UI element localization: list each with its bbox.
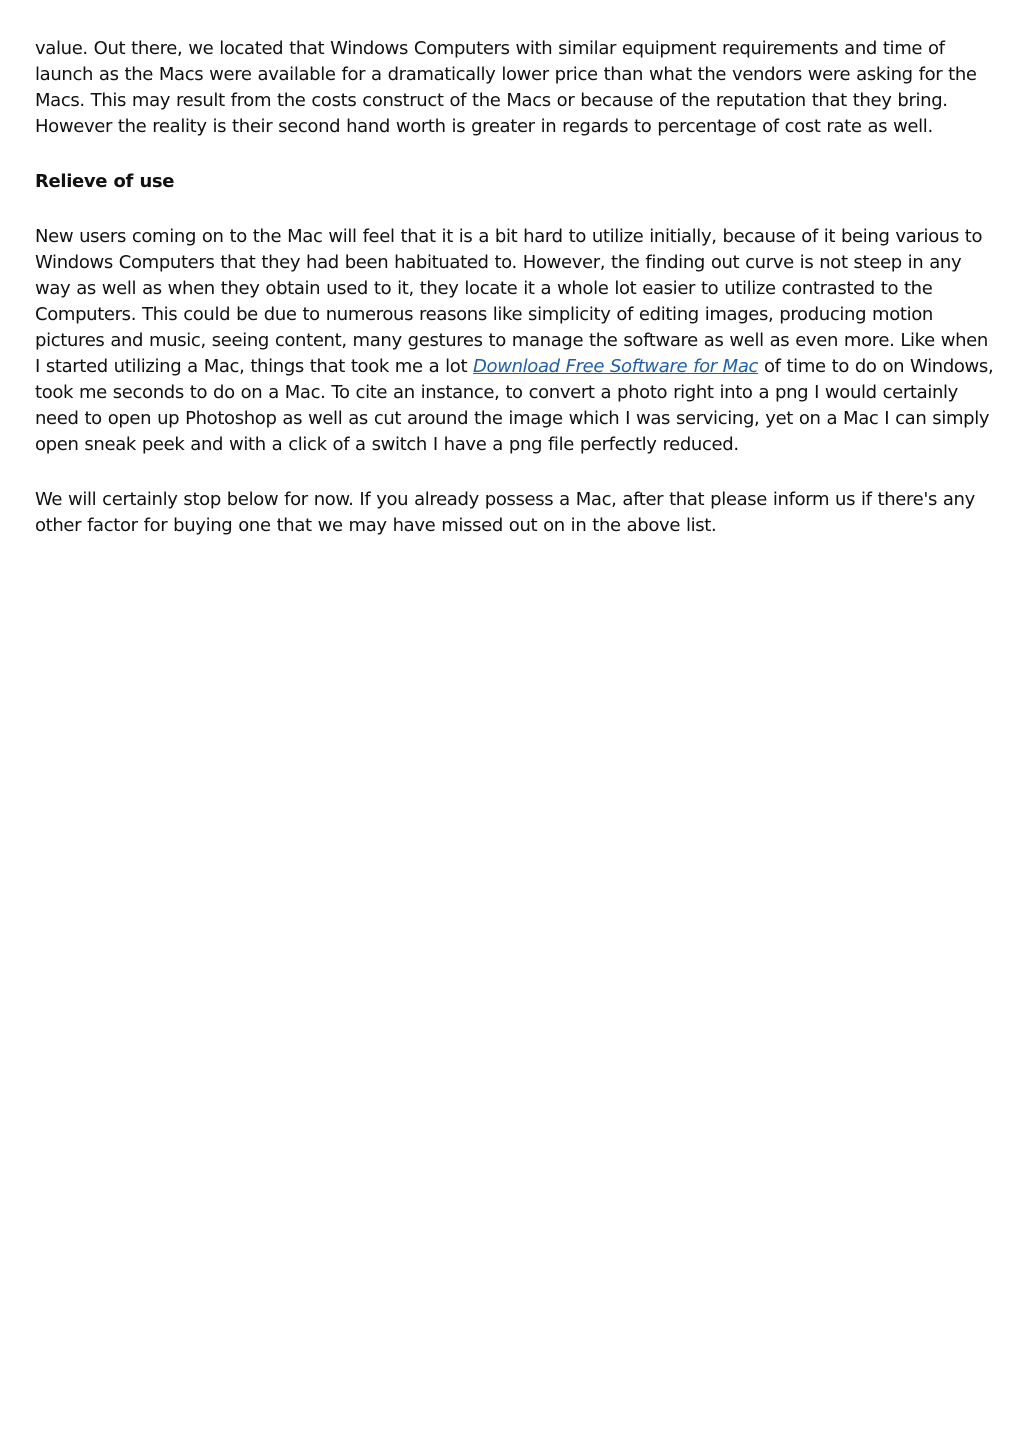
paragraph-conclusion: We will certainly stop below for now. If you already possess a Mac, after that please inform us if there's any other factor for buying one that we may have missed out on in the above list.	[35, 489, 975, 536]
paragraph-text-before-link: New users coming on to the Mac will feel that it is a bit hard to utilize initially, because of it being various to Windows Computers that they had been habituated to. However, the finding out curve is not steep in any way as well as when they obtain used to it, they locate it a whole lot easier to utilize contrasted to the Computers. This could be due to numerous reasons like simplicity of editing images, producing motion pictures and music, seeing content, many gestures to manage the software as well as even more. Like when I started utilizing a Mac, things that took me a lot	[35, 226, 988, 377]
download-free-software-link[interactable]: Download Free Software for Mac	[473, 356, 759, 377]
document-body	[35, 36, 995, 568]
paragraph-ease-of-use	[35, 224, 995, 458]
paragraph-text-after-link: of time to do on Windows, took me seconds to do on a Mac. To cite an instance, to convert a photo right into a png I would certainly need to open up Photoshop as well as cut around the image which I was servicing, yet on a Mac I can simply open sneak peek and with a click of a switch I have a png file perfectly reduced.	[35, 356, 994, 455]
paragraph-price-value: value. Out there, we located that Windows Computers with similar equipment requirements and time of launch as the Macs were available for a dramatically lower price than what the vendors were asking for the Macs. This may result from the costs construct of the Macs or because of the reputation that they bring. However the reality is their second hand worth is greater in regards to percentage of cost rate as well.	[35, 38, 977, 137]
section-heading-ease-of-use: Relieve of use	[35, 171, 175, 192]
